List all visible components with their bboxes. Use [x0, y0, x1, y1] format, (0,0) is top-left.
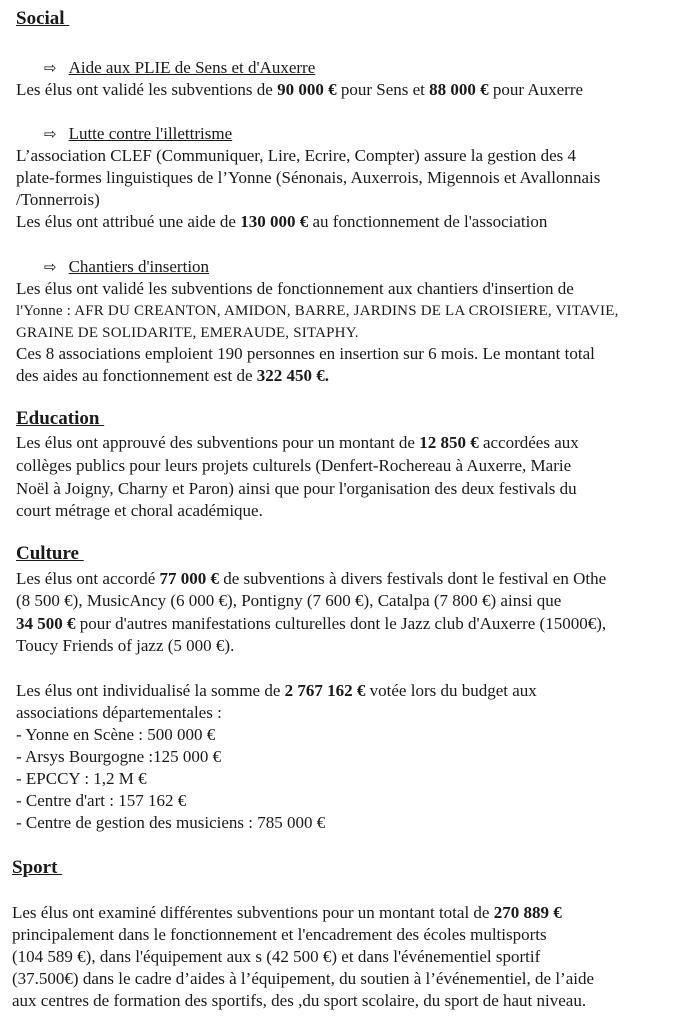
paragraph-line: l'Yonne : AFR DU CREANTON, AMIDON, BARRE, JARDINS DE LA CROISIERE, VITAVIE, [16, 303, 619, 319]
paragraph-line: GRAINE DE SOLIDARITE, EMERAUDE, SITAPHY. [16, 325, 359, 341]
section-heading-culture: Culture [16, 543, 84, 564]
subheading-chantiers-label: Chantiers d'insertion [68, 257, 210, 276]
paragraph-plie: Les élus ont validé les subventions de 90 000 € pour Sens et 88 000 € pour Auxerre [16, 80, 584, 99]
list-item: - Arsys Bourgogne :125 000 € [16, 747, 222, 766]
list-item: - Yonne en Scène : 500 000 € [16, 725, 216, 744]
paragraph-line: principalement dans le fonctionnement et l'encadrement des écoles multisports [12, 925, 547, 944]
paragraph-line: Les élus ont approuvé des subventions pour un montant de 12 850 € accordées aux [16, 433, 579, 452]
paragraph-line: collèges publics pour leurs projets culturels (Denfert-Rochereau à Auxerre, Marie [16, 456, 572, 475]
paragraph-line: des aides au fonctionnement est de 322 450 €. [16, 366, 330, 385]
section-heading-education: Education [16, 408, 105, 429]
subheading-illettrisme-label: Lutte contre l'illettrisme [68, 124, 233, 143]
paragraph-line: Les élus ont attribué une aide de 130 000 € au fonctionnement de l'association [16, 212, 548, 231]
arrow-right-icon: ⇨ [44, 258, 57, 276]
paragraph-line: 34 500 € pour d'autres manifestations culturelles dont le Jazz club d'Auxerre (15000€), [16, 614, 607, 633]
list-item: - EPCCY : 1,2 M € [16, 769, 147, 788]
list-item: - Centre de gestion des musiciens : 785 000 € [16, 813, 326, 832]
paragraph-line: Les élus ont examiné différentes subventions pour un montant total de 270 889 € [12, 903, 562, 922]
paragraph-line: /Tonnerrois) [16, 190, 100, 209]
paragraph-line: Noël à Joigny, Charny et Paron) ainsi que pour l'organisation des deux festivals du [16, 479, 577, 498]
subheading-plie [44, 57, 315, 79]
paragraph-line: Les élus ont accordé 77 000 € de subventions à divers festivals dont le festival en Othe [16, 569, 607, 588]
paragraph-line: aux centres de formation des sportifs, des ,du sport scolaire, du sport de haut niveau. [12, 991, 587, 1010]
paragraph-line: (104 589 €), dans l'équipement aux s (42 500 €) et dans l'événementiel sportif [12, 947, 541, 966]
paragraph-line: Les élus ont validé les subventions de fonctionnement aux chantiers d'insertion de [16, 279, 574, 298]
subheading-chantiers [44, 256, 209, 278]
paragraph-line: court métrage et choral académique. [16, 501, 263, 520]
paragraph-line: associations départementales : [16, 703, 222, 722]
section-heading-social: Social [16, 8, 70, 29]
paragraph-line: L’association CLEF (Communiquer, Lire, Ecrire, Compter) assure la gestion des 4 [16, 146, 577, 165]
paragraph-line: plate-formes linguistiques de l’Yonne (Sénonais, Auxerrois, Migennois et Avallonnais [16, 168, 601, 187]
arrow-right-icon: ⇨ [44, 59, 57, 77]
arrow-right-icon: ⇨ [44, 125, 57, 143]
section-heading-sport: Sport [12, 857, 63, 878]
subheading-plie-label: Aide aux PLIE de Sens et d'Auxerre [68, 58, 316, 77]
paragraph-line: Toucy Friends of jazz (5 000 €). [16, 636, 235, 655]
paragraph-line: Ces 8 associations emploient 190 personnes en insertion sur 6 mois. Le montant total [16, 344, 595, 363]
paragraph-line: (37.500€) dans le cadre d’aides à l’équipement, du soutien à l’événementiel, de l’aide [12, 969, 595, 988]
paragraph-line: Les élus ont individualisé la somme de 2 767 162 € votée lors du budget aux [16, 681, 537, 700]
list-item: - Centre d'art : 157 162 € [16, 791, 187, 810]
subheading-illettrisme [44, 123, 232, 145]
paragraph-line: (8 500 €), MusicAncy (6 000 €), Pontigny (7 600 €), Catalpa (7 800 €) ainsi que [16, 591, 562, 610]
